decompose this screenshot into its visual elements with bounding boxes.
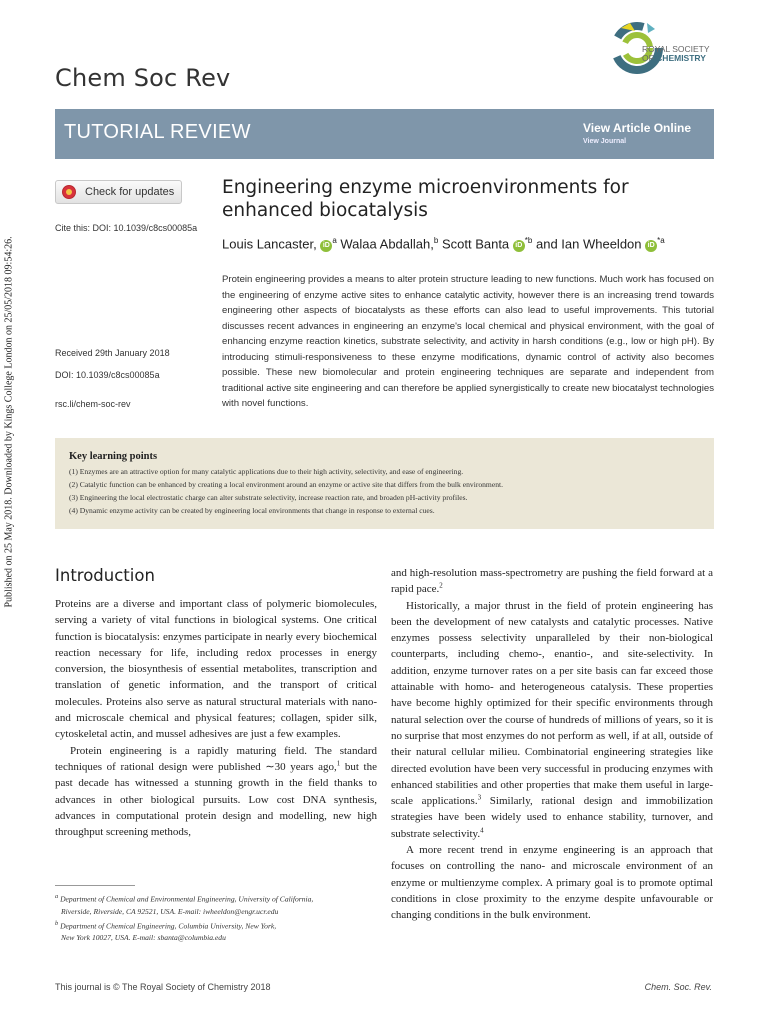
received-date: Received 29th January 2018 xyxy=(55,348,170,358)
paragraph: Proteins are a diverse and important class of polymeric biomolecules, serving a variety of vital functions in biological systems. One critical function is biocatalysis: enzymes participate in nearly every biochemical reaction necessary for life, including redox processes in energy conversion, the biosynthesis of essential metabolites, transcription and translation of genetic information, and the transport of critical molecules. Proteins also serve as natural structural materials with nano- and microscale chemical and physical features; collagen, spider silk, cytoskeletal actin, and mussel adhesives are just a few examples. xyxy=(55,598,377,741)
doi[interactable]: DOI: 10.1039/c8cs00085a xyxy=(55,370,160,380)
copyright-footer: This journal is © The Royal Society of Chemistry 2018 xyxy=(55,982,271,992)
citation-ref[interactable]: 1 xyxy=(336,759,341,768)
key-point: (2) Catalytic function can be enhanced by creating a local environment around an enzyme or active site that differs from the bulk environment. xyxy=(69,480,504,489)
key-point: (1) Enzymes are an attractive option for many catalytic applications due to their high activity, selectivity, and ease of engineering. xyxy=(69,467,464,476)
download-notice: Published on 25 May 2018. Downloaded by Kings College London on 25/05/2018 09:54:26. xyxy=(3,236,15,608)
journal-name: Chem Soc Rev xyxy=(55,64,231,92)
view-article-online-link[interactable]: View Article Online xyxy=(583,121,692,135)
author-name: and Ian Wheeldon xyxy=(535,236,642,252)
author-affiliation: b xyxy=(433,236,439,245)
paragraph: Protein engineering is a rapidly maturing field. The standard techniques of rational design were published ∼30 years ago,$^1$ but the past decade has witnessed a stunning growth in the field thanks to advances in other biological pursuits. Low cost DNA synthesis, advances in computational protein design and modelling, new high throughput screening methods, xyxy=(55,744,377,839)
right-column xyxy=(391,565,713,924)
article-title: Engineering enzyme microenvironments for enhanced biocatalysis xyxy=(222,177,629,221)
publisher-logo-text: ROYAL SOCIETY OF CHEMISTRY xyxy=(642,44,710,63)
orcid-icon[interactable]: iD xyxy=(645,240,657,252)
paragraph: A more recent trend in enzyme engineering is an approach that focuses on controlling the nano- and microscale environment of an enzyme or multienzyme complex. A primary goal is to promote optimal conditions in close proximity to the enzyme despite unfavourable or changing conditions in the bulk environment. xyxy=(391,844,713,922)
orcid-icon[interactable]: iD xyxy=(513,240,525,252)
paragraph: and high-resolution mass-spectrometry are pushing the field forward at a rapid pace.$^2$ xyxy=(391,567,713,596)
cite-doi[interactable]: DOI: 10.1039/c8cs00085a xyxy=(92,223,198,233)
author-affiliation: a xyxy=(332,236,337,245)
section-heading: Introduction xyxy=(55,566,155,585)
journal-site-link[interactable]: rsc.li/chem-soc-rev xyxy=(55,399,131,409)
citation-ref[interactable]: 4 xyxy=(480,826,484,835)
crossmark-icon xyxy=(62,185,76,199)
author-name: Scott Banta xyxy=(441,236,510,252)
check-for-updates-label: Check for updates xyxy=(85,186,175,198)
key-point: (4) Dynamic enzyme activity can be created by engineering local environments that change in response to external cues. xyxy=(69,506,435,515)
author-list xyxy=(222,236,665,252)
article-type: TUTORIAL REVIEW xyxy=(64,121,251,143)
check-for-updates-button[interactable] xyxy=(55,180,182,204)
view-journal-link[interactable]: View Journal xyxy=(583,138,627,145)
cite-label: Cite this: xyxy=(55,223,91,233)
footnote-divider xyxy=(55,885,135,886)
key-point: (3) Engineering the local electrostatic charge can alter substrate selectivity, increase reaction rate, and broaden pH-activity profiles. xyxy=(69,493,468,502)
key-learning-points-title: Key learning points xyxy=(69,451,158,462)
key-learning-points-box xyxy=(55,438,714,529)
left-column xyxy=(55,596,377,840)
cite-this xyxy=(55,223,197,233)
abstract: Protein engineering provides a means to alter protein structure leading to new functions. Much work has focused on the engineering of enzyme active sites to enhance catalytic activity, however there is an increasing trend towards engineering other aspects of biocatalysts as these efforts can also lead to useful improvements. This tutorial discusses recent advances in engineering an enzyme's local chemical and physical environment, with the goal of enhancing enzyme reaction kinetics, substrate selectivity, and activity in harsh conditions (e.g., low or high pH). By introducing stimuli-responsiveness to these enzyme modifications, dynamic control of activity also becomes possible. These new biomolecular and protein engineering techniques are separate and independent from traditional active site engineering and can therefore be applied synergistically to create new biocatalyst technologies with novel functions. xyxy=(222,274,714,409)
citation-ref[interactable]: 3 xyxy=(477,793,482,802)
affiliation-footnotes: $^a$ Department of Chemical and Environmental Engineering, University of California, Riverside, Riverside, CA 92521, USA. E-mail: iwheeldon@engr.ucr.edu $^b$ Department of Chemical Engineering, Columbia University, New York, New York 10027, USA. E-mail: sbanta@columbia.edu xyxy=(55,893,314,943)
author-name: Walaa Abdallah, xyxy=(340,236,434,252)
author-name: Louis Lancaster, xyxy=(222,236,317,252)
paragraph: Historically, a major thrust in the field of protein engineering has been the development of new catalysts and catalytic processes. Native enzymes possess selectivity unparalleled by their non-biological counterparts, including chemo-, enantio-, and site-selectivity. In addition, enzyme turnover rates on a per site basis can far exceed those attainable with homo- and heterogeneous catalysis. These properties have become highly optimized for their specific environments through natural selection over the course of hundreds of millions of years, so it is no surprise that most enzymes do not perform as well, if at all, outside of their natural cellular milieu. Combinatorial engineering strategies like directed evolution have been very successful in producing enzymes with enhanced stabilities and other properties that make them useful in large-scale applications.$^3$ Similarly, rational design and immobilization strategies have been widely used to enhance stability, turnover, and substrate selectivity.$^4$ xyxy=(391,599,713,840)
citation-ref[interactable]: 2 xyxy=(439,581,443,590)
orcid-icon[interactable]: iD xyxy=(320,240,332,252)
author-affiliation: *b xyxy=(524,236,533,245)
author-affiliation: *a xyxy=(657,236,665,245)
journal-footer: Chem. Soc. Rev. xyxy=(644,982,712,992)
